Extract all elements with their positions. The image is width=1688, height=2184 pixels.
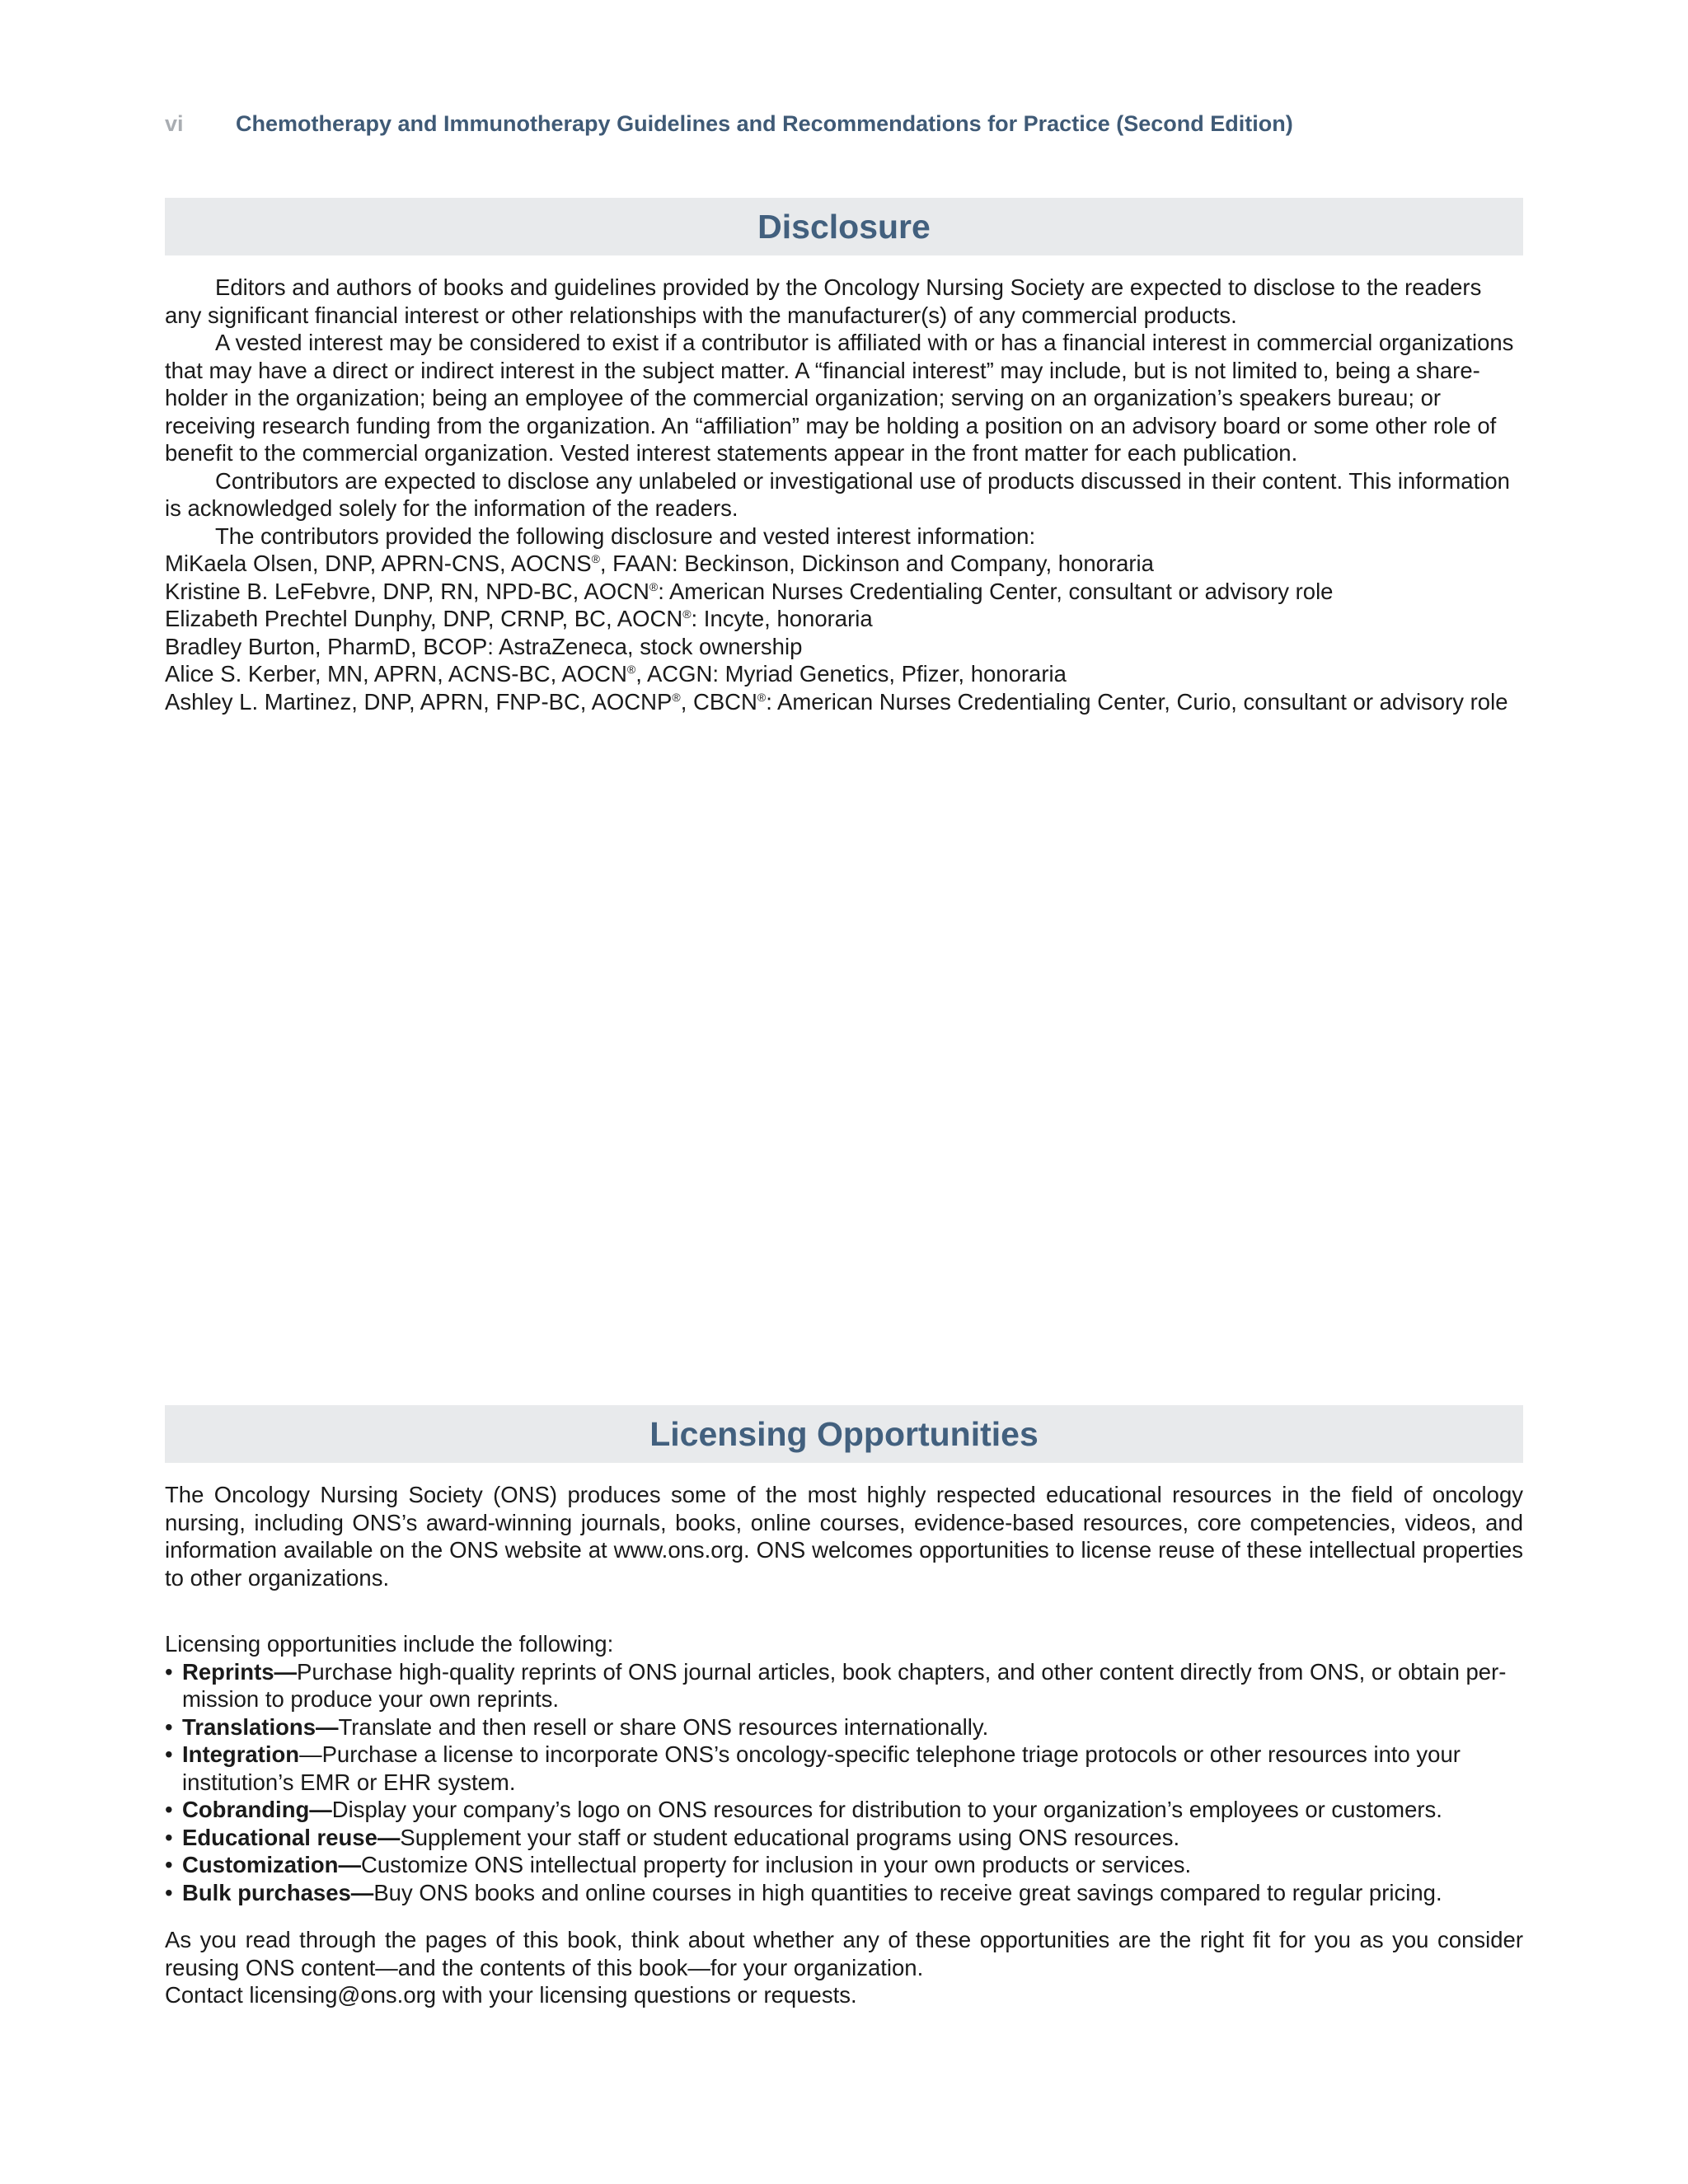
contributor-disclosure: Bradley Burton, PharmD, BCOP: AstraZeneca, stock ownership [165, 633, 803, 659]
licensing-heading: Licensing Opportunities [649, 1414, 1039, 1453]
list-item: • Reprints—Purchase high-quality reprints of ONS journal articles, book chapters, and other content directly from ONS, or obtain permission to produce your own reprints. [165, 1658, 1523, 1713]
list-item: • Educational reuse—Supplement your staff or student educational programs using ONS resources. [165, 1824, 1523, 1852]
contributor-disclosure: Kristine B. LeFebvre, DNP, RN, NPD-BC, AOCN®: American Nurses Credentialing Center, consultant or advisory role [165, 578, 1334, 604]
list-item: • Bulk purchases—Buy ONS books and online courses in high quantities to receive great savings compared to regular pricing. [165, 1879, 1523, 1907]
running-header [165, 111, 1293, 137]
licensing-contact: Contact licensing@ons.org with your licensing questions or requests. [165, 1982, 857, 2008]
running-title: Chemotherapy and Immunotherapy Guidelines and Recommendations for Practice (Second Edition) [236, 111, 1293, 136]
disclosure-paragraph: A vested interest may be considered to exist if a contributor is affiliated with or has a financial interest in commercial organizations that may have a direct or indirect interest in the subject matter. A “financial interest” may include, but is not limited to, being a shareholder in the organization; being an employee of the commercial organization; serving on an organization’s speakers bureau; or receiving research funding from the organization. An “affiliation” may be holding a position on an advisory board or some other role of benefit to the commercial organization. Vested interest statements appear in the front matter for each publication. [165, 330, 1514, 466]
disclosure-heading-bar [165, 198, 1523, 255]
disclosure-paragraph: Contributors are expected to disclose any unlabeled or investigational use of products discussed in their content. This information is acknowledged solely for the information of the readers. [165, 467, 1510, 521]
licensing-options-list [165, 1658, 1523, 1907]
disclosure-body [165, 274, 1523, 715]
list-item: • Customization—Customize ONS intellectual property for inclusion in your own products or services. [165, 1851, 1523, 1879]
page-number: vi [165, 111, 184, 136]
list-item: • Translations—Translate and then resell or share ONS resources internationally. [165, 1713, 1523, 1741]
disclosure-paragraph: The contributors provided the following disclosure and vested interest information: [215, 523, 1036, 549]
disclosure-paragraph: Editors and authors of books and guidelines provided by the Oncology Nursing Society are expected to disclose to the readers any significant financial interest or other relationships with the manufacturer(s) of any commercial products. [165, 274, 1482, 328]
disclosure-heading: Disclosure [757, 207, 931, 246]
licensing-closing: As you read through the pages of this book, think about whether any of these opportunities are the right fit for you as you consider reusing ONS content—and the contents of this book—for your organization. [165, 1927, 1523, 1980]
contributor-disclosure: Alice S. Kerber, MN, APRN, ACNS-BC, AOCN®, ACGN: Myriad Genetics, Pfizer, honoraria [165, 661, 1067, 687]
licensing-heading-bar [165, 1405, 1523, 1463]
licensing-body [165, 1481, 1523, 2009]
contributor-disclosure: Elizabeth Prechtel Dunphy, DNP, CRNP, BC, AOCN®: Incyte, honoraria [165, 606, 873, 631]
contributor-disclosure: Ashley L. Martinez, DNP, APRN, FNP-BC, AOCNP®, CBCN®: American Nurses Credentialing Center, Curio, consultant or advisory role [165, 688, 1508, 715]
list-item: • Integration—Purchase a license to incorporate ONS’s oncology-specific telephone triage protocols or other resources into your institution’s EMR or EHR system. [165, 1741, 1523, 1796]
list-item: • Cobranding—Display your company’s logo on ONS resources for distribution to your organization’s employees or customers. [165, 1796, 1523, 1824]
contributor-disclosure: MiKaela Olsen, DNP, APRN-CNS, AOCNS®, FAAN: Beckinson, Dickinson and Company, honoraria [165, 551, 1154, 576]
licensing-list-intro: Licensing opportunities include the following: [165, 1631, 614, 1657]
licensing-intro: The Oncology Nursing Society (ONS) produces some of the most highly respected educational resources in the field of oncology nursing, including ONS’s award-winning journals, books, online courses, evidence-based resources, core competencies, videos, and information available on the ONS website at www.ons.org. ONS welcomes opportunities to license reuse of these intellectual properties to other organizations. [165, 1482, 1523, 1591]
